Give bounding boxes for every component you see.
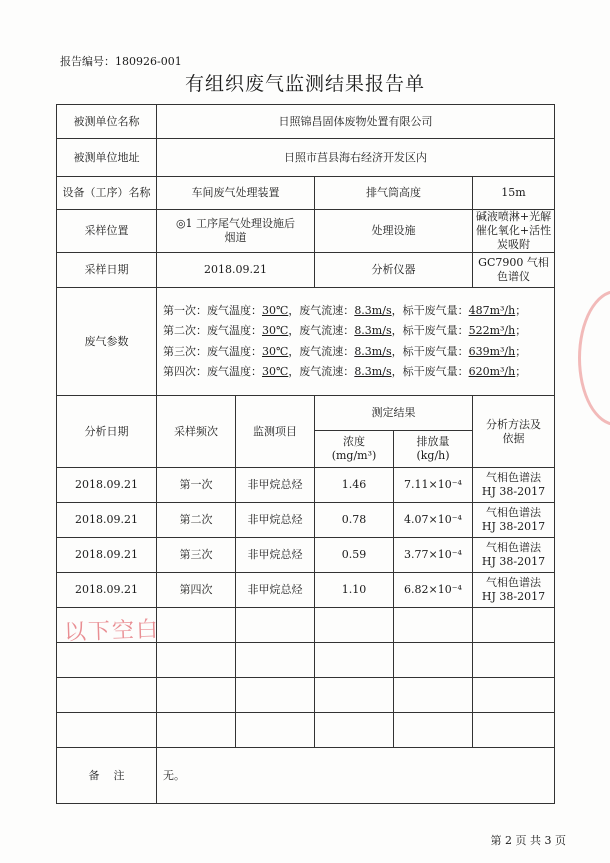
blank-below-stamp: 以下空白 [63, 617, 161, 646]
gas-param-line: 第四次：废气温度：30℃，废气流速：8.3m/s，标干废气量：620m³/h； [163, 365, 527, 378]
header-analysis-method: 分析方法及依据 [473, 396, 555, 468]
header-analysis-date: 分析日期 [57, 396, 157, 468]
row-date: 2018.09.21 [57, 538, 157, 573]
table-row [57, 503, 555, 538]
row-date: 2018.09.21 [57, 468, 157, 503]
row-emission: 7.11×10⁻⁴ [394, 468, 473, 503]
header-measured-results: 测定结果 [315, 396, 473, 431]
gas-param-line: 第二次：废气温度：30℃，废气流速：8.3m/s，标干废气量：522m³/h； [163, 324, 527, 337]
equipment-label: 设备（工序）名称 [57, 177, 157, 210]
report-table [56, 104, 555, 804]
header-sampling-frequency: 采样频次 [157, 396, 236, 468]
gas-params-lines [157, 288, 555, 396]
header-concentration: 浓度 (mg/m³) [315, 431, 394, 468]
unit-name-value: 日照锦昌固体废物处置有限公司 [157, 105, 555, 139]
results-header-row-1 [57, 396, 555, 431]
sampling-position-label: 采样位置 [57, 210, 157, 253]
row-item: 非甲烷总烃 [236, 503, 315, 538]
instrument-label: 分析仪器 [315, 253, 473, 288]
row-remarks [57, 748, 555, 804]
row-equipment [57, 177, 555, 210]
row-frequency: 第一次 [157, 468, 236, 503]
facility-label: 处理设施 [315, 210, 473, 253]
header-monitoring-item: 监测项目 [236, 396, 315, 468]
row-method: 气相色谱法 HJ 38-2017 [473, 503, 555, 538]
equipment-value: 车间废气处理装置 [157, 177, 315, 210]
row-date: 2018.09.21 [57, 573, 157, 608]
row-emission: 3.77×10⁻⁴ [394, 538, 473, 573]
table-row [57, 538, 555, 573]
page-number: 第 2 页 共 3 页 [490, 834, 566, 847]
row-concentration: 1.46 [315, 468, 394, 503]
gas-param-line: 第一次：废气温度：30℃，废气流速：8.3m/s，标干废气量：487m³/h； [163, 303, 527, 317]
gas-params-label: 废气参数 [57, 288, 157, 396]
stack-height-label: 排气筒高度 [315, 177, 473, 210]
row-emission: 4.07×10⁻⁴ [394, 503, 473, 538]
table-row [57, 468, 555, 503]
report-number: 报告编号：180926-001 [60, 55, 182, 68]
row-frequency: 第四次 [157, 573, 236, 608]
row-date: 2018.09.21 [57, 503, 157, 538]
unit-address-label: 被测单位地址 [57, 139, 157, 177]
empty-row [57, 713, 555, 748]
unit-name-label: 被测单位名称 [57, 105, 157, 139]
remarks-label: 备 注 [57, 748, 157, 804]
row-gas-params [57, 288, 555, 396]
row-concentration: 0.59 [315, 538, 394, 573]
gas-param-line: 第三次：废气温度：30℃，废气流速：8.3m/s，标干废气量：639m³/h； [163, 344, 527, 358]
header-emission: 排放量 (kg/h) [394, 431, 473, 468]
unit-address-value: 日照市莒县海右经济开发区内 [157, 139, 555, 177]
remarks-value: 无。 [157, 748, 555, 804]
row-sampling-date [57, 253, 555, 288]
row-method: 气相色谱法 HJ 38-2017 [473, 468, 555, 503]
red-seal-mark [578, 290, 610, 426]
row-method: 气相色谱法 HJ 38-2017 [473, 538, 555, 573]
row-concentration: 1.10 [315, 573, 394, 608]
facility-value: 碱液喷淋+光解催化氧化+活性炭吸附 [473, 210, 555, 253]
row-emission: 6.82×10⁻⁴ [394, 573, 473, 608]
row-item: 非甲烷总烃 [236, 538, 315, 573]
row-sampling-position [57, 210, 555, 253]
instrument-value: GC7900 气相色谱仪 [473, 253, 555, 288]
row-item: 非甲烷总烃 [236, 573, 315, 608]
sampling-position-value: ◎1 工序尾气处理设施后烟道 [157, 210, 315, 253]
row-item: 非甲烷总烃 [236, 468, 315, 503]
empty-row [57, 678, 555, 713]
sampling-date-value: 2018.09.21 [157, 253, 315, 288]
row-method: 气相色谱法 HJ 38-2017 [473, 573, 555, 608]
row-frequency: 第二次 [157, 503, 236, 538]
table-row [57, 573, 555, 608]
empty-row [57, 643, 555, 678]
stack-height-value: 15m [473, 177, 555, 210]
row-unit-address [57, 139, 555, 177]
row-concentration: 0.78 [315, 503, 394, 538]
row-frequency: 第三次 [157, 538, 236, 573]
row-unit-name [57, 105, 555, 139]
report-title: 有组织废气监测结果报告单 [184, 73, 425, 95]
sampling-date-label: 采样日期 [57, 253, 157, 288]
